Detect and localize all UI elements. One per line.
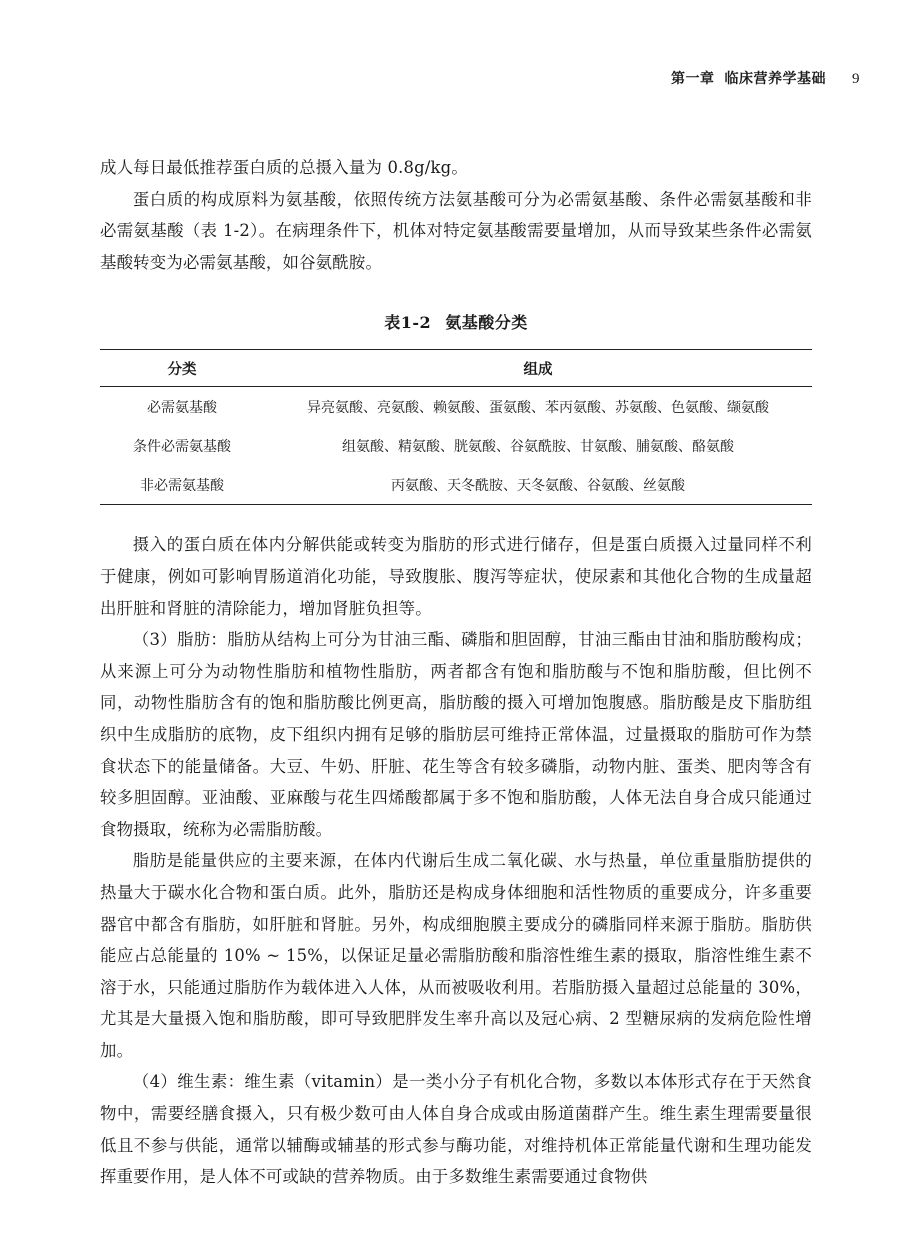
table-cell: 非必需氨基酸 bbox=[140, 477, 224, 494]
table-cell: 异亮氨酸、亮氨酸、赖氨酸、蛋氨酸、苯丙氨酸、苏氨酸、色氨酸、缬氨酸 bbox=[307, 399, 769, 416]
table-caption-title: 氨基酸分类 bbox=[445, 313, 528, 333]
table-cell: 条件必需氨基酸 bbox=[133, 438, 231, 455]
amino-acid-table bbox=[100, 310, 812, 505]
table-header-cell: 分类 bbox=[167, 360, 197, 378]
paragraph: 脂肪是能量供应的主要来源，在体内代谢后生成二氧化碳、水与热量，单位重量脂肪提供的热量大于碳水化合物和蛋白质。此外，脂肪还是构成身体细胞和活性物质的重要成分，许多重要器官中都含有脂肪，如肝脏和肾脏。另外，构成细胞膜主要成分的磷脂同样来源于脂肪。脂肪供能应占总能量的 10% ~ 15%，以保证足量必需脂肪酸和脂溶性维生素的摄取，脂溶性维生素不溶于水，只能通过脂肪作为载体进入人体，从而被吸收利用。若脂肪摄入量超过总能量的 30%，尤其是大量摄入饱和脂肪酸，即可导致肥胖发生率升高以及冠心病、2 型糖尿病的发病危险性增加。 bbox=[100, 851, 812, 1060]
paragraph: 摄入的蛋白质在体内分解供能或转变为脂肪的形式进行储存，但是蛋白质摄入过量同样不利于健康，例如可影响胃肠道消化功能，导致腹胀、腹泻等症状，使尿素和其他化合物的生成量超出肝脏和肾脏的清除能力，增加肾脏负担等。 bbox=[100, 535, 812, 618]
running-header bbox=[100, 68, 860, 92]
table-cell: 组氨酸、精氨酸、胱氨酸、谷氨酰胺、甘氨酸、脯氨酸、酪氨酸 bbox=[342, 438, 734, 455]
body-text bbox=[100, 152, 812, 1193]
paragraph: 成人每日最低推荐蛋白质的总摄入量为 0.8g/kg。 bbox=[100, 158, 468, 177]
table-cell: 必需氨基酸 bbox=[147, 399, 217, 416]
paragraph: 蛋白质的构成原料为氨基酸，依照传统方法氨基酸可分为必需氨基酸、条件必需氨基酸和非必需氨基酸（表 1-2）。在病理条件下，机体对特定氨基酸需要量增加，从而导致某些条件必需氨基酸转变为必需氨基酸，如谷氨酰胺。 bbox=[100, 189, 812, 272]
table-caption bbox=[100, 310, 812, 333]
table bbox=[100, 349, 812, 505]
chapter-title: 临床营养学基础 bbox=[724, 71, 826, 87]
table-caption-number: 表1-2 bbox=[384, 313, 432, 333]
table-header-row bbox=[100, 350, 812, 387]
table-row bbox=[100, 426, 812, 465]
table-header-cell: 组成 bbox=[523, 360, 553, 378]
table-row bbox=[100, 387, 812, 427]
paragraph: （4）维生素：维生素（vitamin）是一类小分子有机化合物，多数以本体形式存在于天然食物中，需要经膳食摄入，只有极少数可由人体自身合成或由肠道菌群产生。维生素生理需要量很低且不参与供能，通常以辅酶或辅基的形式参与酶功能，对维持机体正常能量代谢和生理功能发挥重要作用，是人体不可或缺的营养物质。由于多数维生素需要通过食物供 bbox=[100, 1072, 812, 1187]
table-cell: 丙氨酸、天冬酰胺、天冬氨酸、谷氨酸、丝氨酸 bbox=[391, 477, 685, 494]
chapter-label: 第一章 bbox=[671, 71, 715, 87]
table-row bbox=[100, 465, 812, 505]
paragraph: （3）脂肪：脂肪从结构上可分为甘油三酯、磷脂和胆固醇，甘油三酯由甘油和脂肪酸构成；从来源上可分为动物性脂肪和植物性脂肪，两者都含有饱和脂肪酸与不饱和脂肪酸，但比例不同，动物性脂肪含有的饱和脂肪酸比例更高，脂肪酸的摄入可增加饱腹感。脂肪酸是皮下脂肪组织中生成脂肪的底物，皮下组织内拥有足够的脂肪层可维持正常体温，过量摄取的脂肪可作为禁食状态下的能量储备。大豆、牛奶、肝脏、花生等含有较多磷脂，动物内脏、蛋类、肥肉等含有较多胆固醇。亚油酸、亚麻酸与花生四烯酸都属于多不饱和脂肪酸，人体无法自身合成只能通过食物摄取，统称为必需脂肪酸。 bbox=[100, 630, 812, 839]
page-number: 9 bbox=[852, 71, 860, 87]
